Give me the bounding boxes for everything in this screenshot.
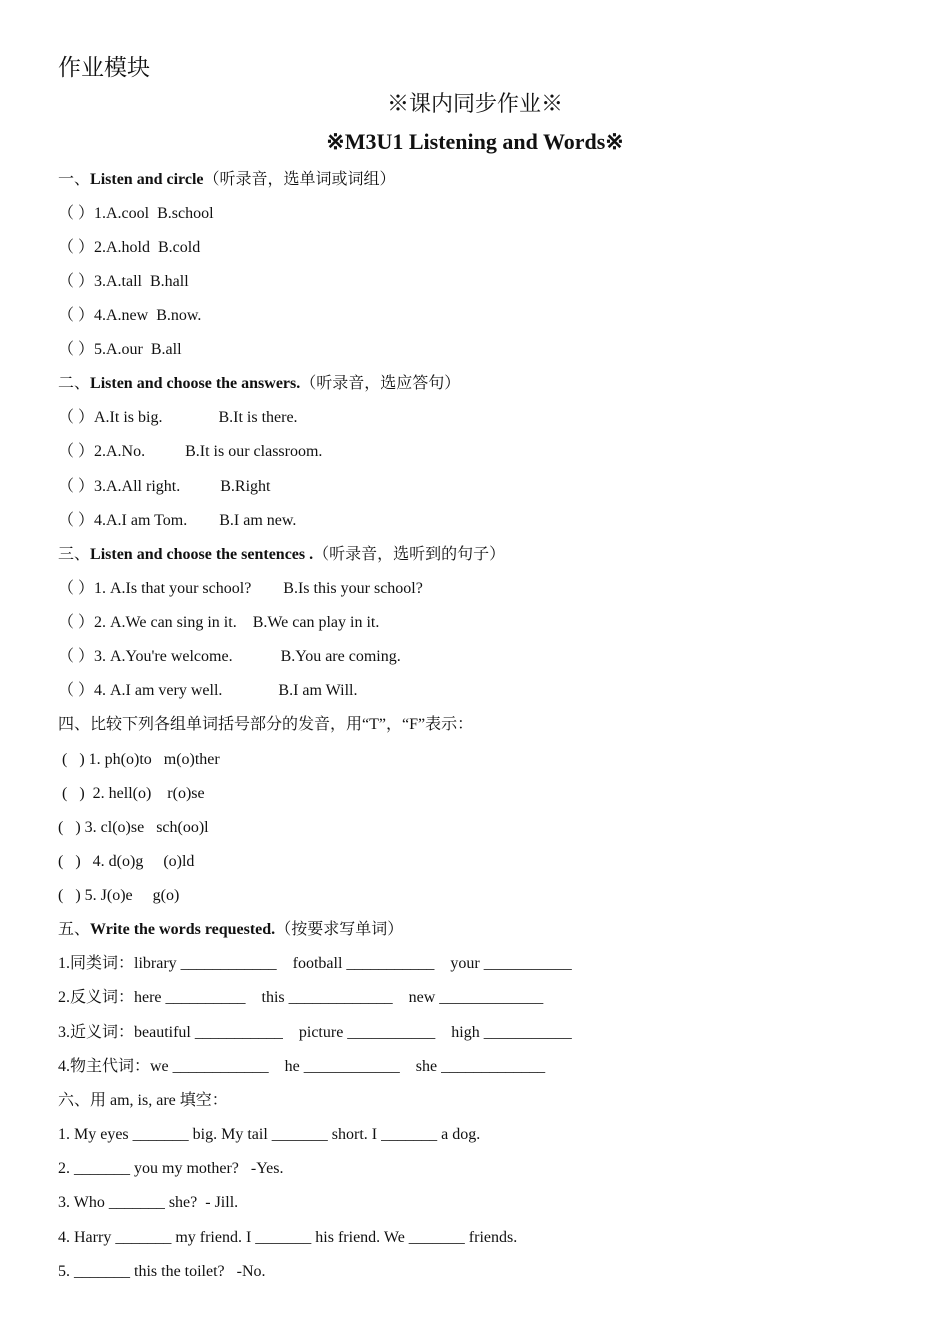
section-5-note: （按要求写单词） [275,921,404,938]
section-3-title: Listen and choose the sentences . [90,546,314,563]
question-line: 2.反义词：here __________ this _____________ new _____________ [58,989,544,1006]
question-line: ( ) 1. ph(o)to m(o)ther [58,751,220,768]
section-3-number: 三、 [58,546,91,563]
section-3-note: （听录音，选听到的句子） [313,546,506,563]
question-line: （ ）3.A.tall B.hall [58,273,189,290]
question-line: （ ）4. A.I am very well. B.I am Will. [58,682,358,699]
section-1-note: （听录音，选单词或词组） [203,171,396,188]
question-line: ( ) 3. cl(o)se sch(oo)l [58,819,209,836]
section-1-heading [58,170,396,190]
section-5-heading [58,920,403,940]
lesson-title: ※M3U1 Listening and Words※ [326,129,624,154]
section-6-heading: 六、用 am, is, are 填空： [58,1092,228,1109]
page-title: ※课内同步作业※ [386,91,563,116]
question-line: （ ）3. A.You're welcome. B.You are coming. [58,648,401,665]
question-line: 4.物主代词：we ____________ he ____________ she _____________ [58,1058,546,1075]
section-5-title: Write the words requested. [90,921,276,938]
section-3-heading [58,545,505,565]
section-2-number: 二、 [58,375,91,392]
question-line: ( ) 5. J(o)e g(o) [58,887,180,904]
question-line: 1.同类词：library ____________ football ___________ your ___________ [58,955,572,972]
question-line: 5. _______ this the toilet? -No. [58,1263,266,1280]
module-label: 作业模块 [58,55,150,80]
section-2-note: （听录音，选应答句） [300,375,461,392]
question-line: （ ）A.It is big. B.It is there. [58,409,298,426]
section-2-heading [58,374,460,394]
section-5-number: 五、 [58,921,91,938]
question-line: （ ）2.A.hold B.cold [58,239,201,256]
section-2-title: Listen and choose the answers. [90,375,301,392]
question-line: （ ）5.A.our B.all [58,341,182,358]
question-line: （ ）3.A.All right. B.Right [58,478,271,495]
question-line: ( ) 2. hell(o) r(o)se [58,785,205,802]
question-line: 1. My eyes _______ big. My tail _______ short. I _______ a dog. [58,1126,481,1143]
question-line: （ ）2.A.No. B.It is our classroom. [58,443,323,460]
question-line: （ ）2. A.We can sing in it. B.We can play in it. [58,614,380,631]
question-line: 3.近义词：beautiful ___________ picture ___________ high ___________ [58,1024,572,1041]
question-line: 4. Harry _______ my friend. I _______ his friend. We _______ friends. [58,1229,518,1246]
question-line: （ ）4.A.I am Tom. B.I am new. [58,512,297,529]
question-line: ( ) 4. d(o)g (o)ld [58,853,195,870]
question-line: （ ）4.A.new B.now. [58,307,202,324]
question-line: 2. _______ you my mother? -Yes. [58,1160,284,1177]
section-1-number: 一、 [58,171,91,188]
question-line: 3. Who _______ she? - Jill. [58,1194,239,1211]
question-line: （ ）1. A.Is that your school? B.Is this your school? [58,580,423,597]
question-line: （ ）1.A.cool B.school [58,205,214,222]
section-1-title: Listen and circle [90,171,204,188]
section-4-heading: 四、比较下列各组单词括号部分的发音，用“T”，“F”表示： [58,716,474,733]
